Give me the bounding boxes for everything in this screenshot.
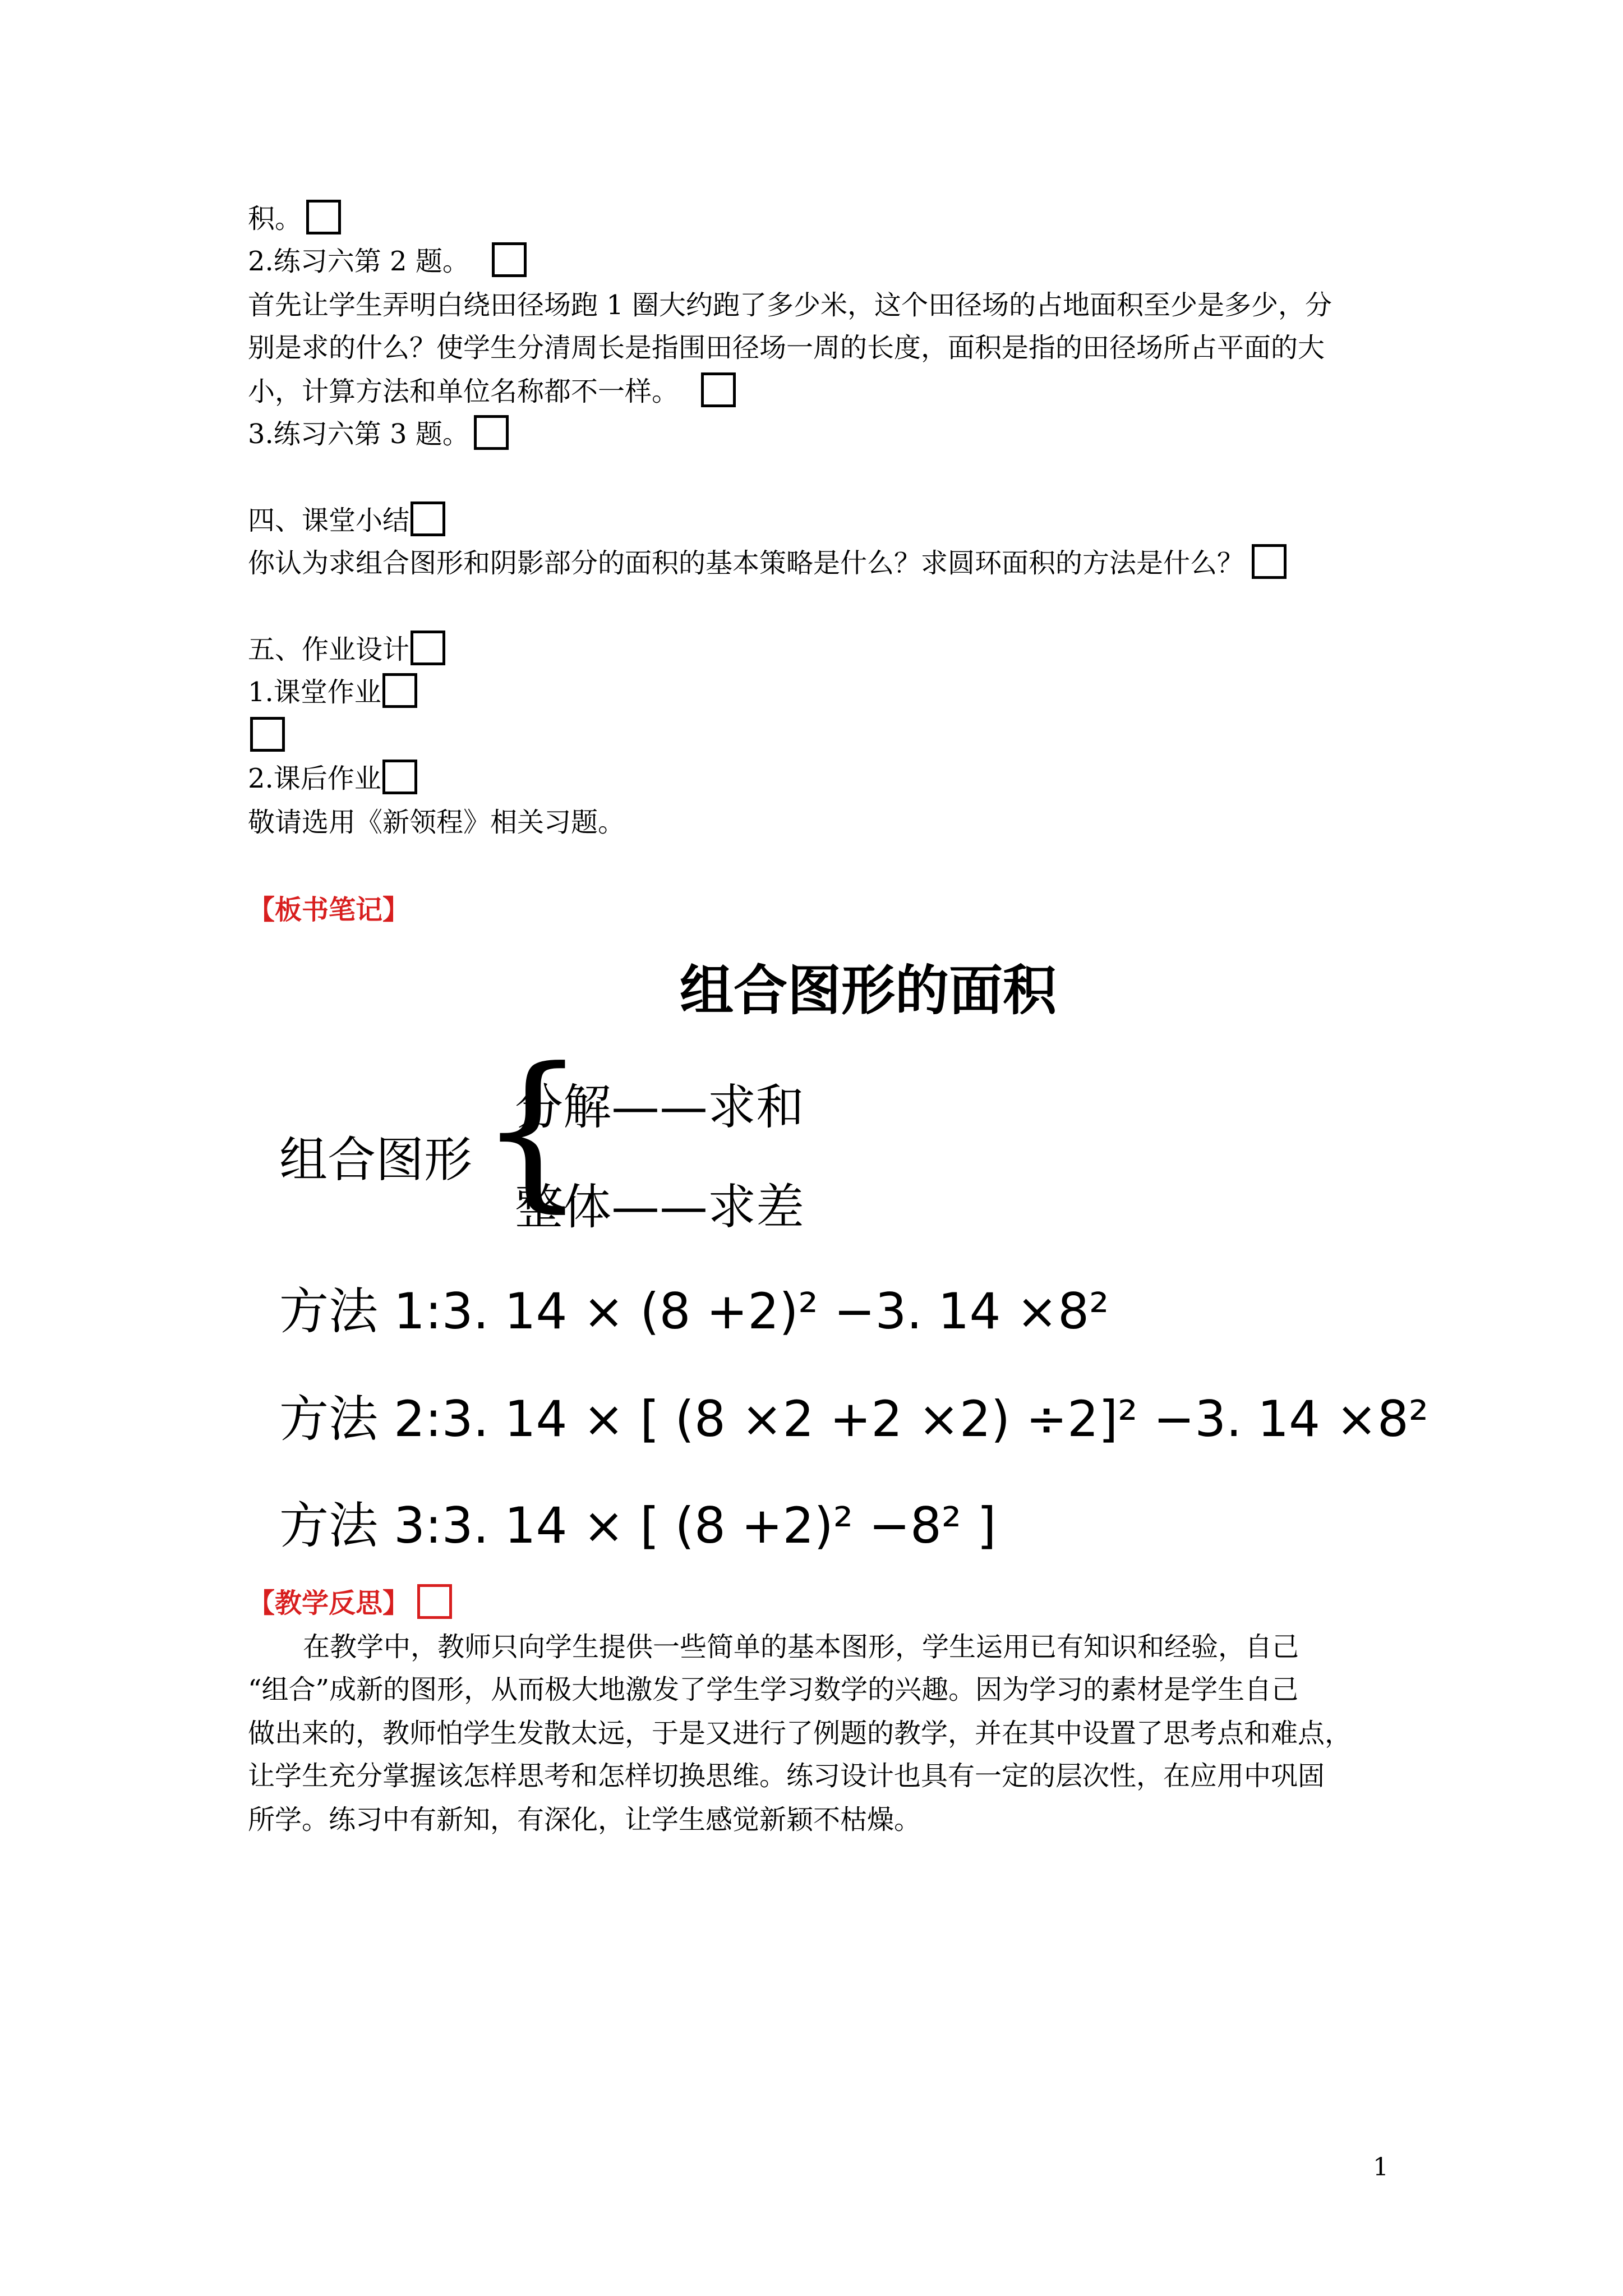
- curly-brace: {: [479, 1032, 586, 1227]
- board-title: 组合图形的面积: [680, 959, 1057, 1022]
- board-left-label: 组合图形: [279, 1132, 472, 1188]
- text-line: [248, 240, 1392, 283]
- method-1: 方法 1:3. 14 × (8 +2)² −3. 14 ×8²: [279, 1282, 1109, 1340]
- text-line: [248, 413, 1392, 455]
- reflection-line: [248, 1798, 1392, 1841]
- line-text: 首先让学生弄明白绕田径场跑 1 圈大约跑了多少米，这个田径场的占地面积至少是多少，分: [248, 289, 1332, 321]
- placeholder-box: [250, 717, 285, 752]
- board-notes-heading: [248, 889, 1392, 931]
- board-item-decompose: 分解——求和: [515, 1079, 804, 1135]
- placeholder-box: [411, 631, 445, 665]
- placeholder-box: [474, 415, 509, 450]
- reflection-heading: [248, 1582, 1392, 1625]
- line-text: 在教学中，教师只向学生提供一些简单的基本图形，学生运用已有知识和经验，自己: [303, 1631, 1299, 1663]
- section-heading: [248, 499, 1392, 542]
- line-text: 2.练习六第 2 题。: [248, 246, 469, 277]
- text-line: [248, 370, 1392, 413]
- text-line: [248, 197, 1392, 240]
- text-line: [248, 671, 1392, 714]
- placeholder-box: [382, 673, 417, 708]
- line-text: 你认为求组合图形和阴影部分的面积的基本策略是什么？求圆环面积的方法是什么？: [248, 547, 1244, 579]
- line-text: 3.练习六第 3 题。: [248, 418, 469, 450]
- reflection-line: [248, 1626, 1392, 1668]
- line-text: 做出来的，教师怕学生发散太远，于是又进行了例题的教学，并在其中设置了思考点和难点，: [248, 1718, 1352, 1749]
- line-text: 1.课堂作业: [248, 677, 381, 708]
- placeholder-box: [306, 200, 341, 234]
- text-line: [248, 715, 1392, 757]
- placeholder-box: [492, 242, 527, 277]
- heading-text: 【教学反思】: [248, 1588, 410, 1619]
- text-line: [248, 542, 1392, 585]
- board-item-whole: 整体——求差: [515, 1179, 804, 1235]
- line-text: “组合”成新的图形，从而极大地激发了学生学习数学的兴趣。因为学习的素材是学生自己: [248, 1674, 1299, 1705]
- board-notes: [248, 948, 1429, 1565]
- heading-text: 【板书笔记】: [248, 894, 410, 926]
- line-text: 四、课堂小结: [248, 505, 410, 536]
- method-3: 方法 3:3. 14 × [ (8 +2)² −8² ]: [279, 1497, 997, 1554]
- reflection-line: [248, 1668, 1392, 1711]
- reflection-line: [248, 1755, 1392, 1797]
- text-line: [248, 801, 1392, 844]
- section-heading: [248, 628, 1392, 671]
- placeholder-box: [701, 372, 736, 407]
- line-text: 小，计算方法和单位名称都不一样。: [248, 376, 679, 407]
- method-2: 方法 2:3. 14 × [ (8 ×2 +2 ×2) ÷2]² −3. 14 ×8²: [279, 1390, 1429, 1448]
- placeholder-box: [411, 501, 445, 536]
- line-text: 别是求的什么？使学生分清周长是指围田径场一周的长度，面积是指的田径场所占平面的大: [248, 332, 1325, 364]
- reflection-line: [248, 1712, 1392, 1755]
- line-text: 五、作业设计: [248, 634, 410, 665]
- page-number: 1: [1373, 2153, 1389, 2182]
- text-line: [248, 326, 1392, 369]
- text-line: [248, 757, 1392, 800]
- line-text: 积。: [248, 203, 302, 234]
- placeholder-box: [1252, 544, 1287, 579]
- line-text: 敬请选用《新领程》相关习题。: [248, 807, 625, 838]
- line-text: 2.课后作业: [248, 763, 381, 794]
- placeholder-box: [382, 760, 417, 794]
- placeholder-box: [417, 1584, 452, 1619]
- text-line: [248, 284, 1392, 326]
- line-text: 所学。练习中有新知，有深化，让学生感觉新颖不枯燥。: [248, 1804, 921, 1835]
- line-text: 让学生充分掌握该怎样思考和怎样切换思维。练习设计也具有一定的层次性，在应用中巩固: [248, 1760, 1325, 1792]
